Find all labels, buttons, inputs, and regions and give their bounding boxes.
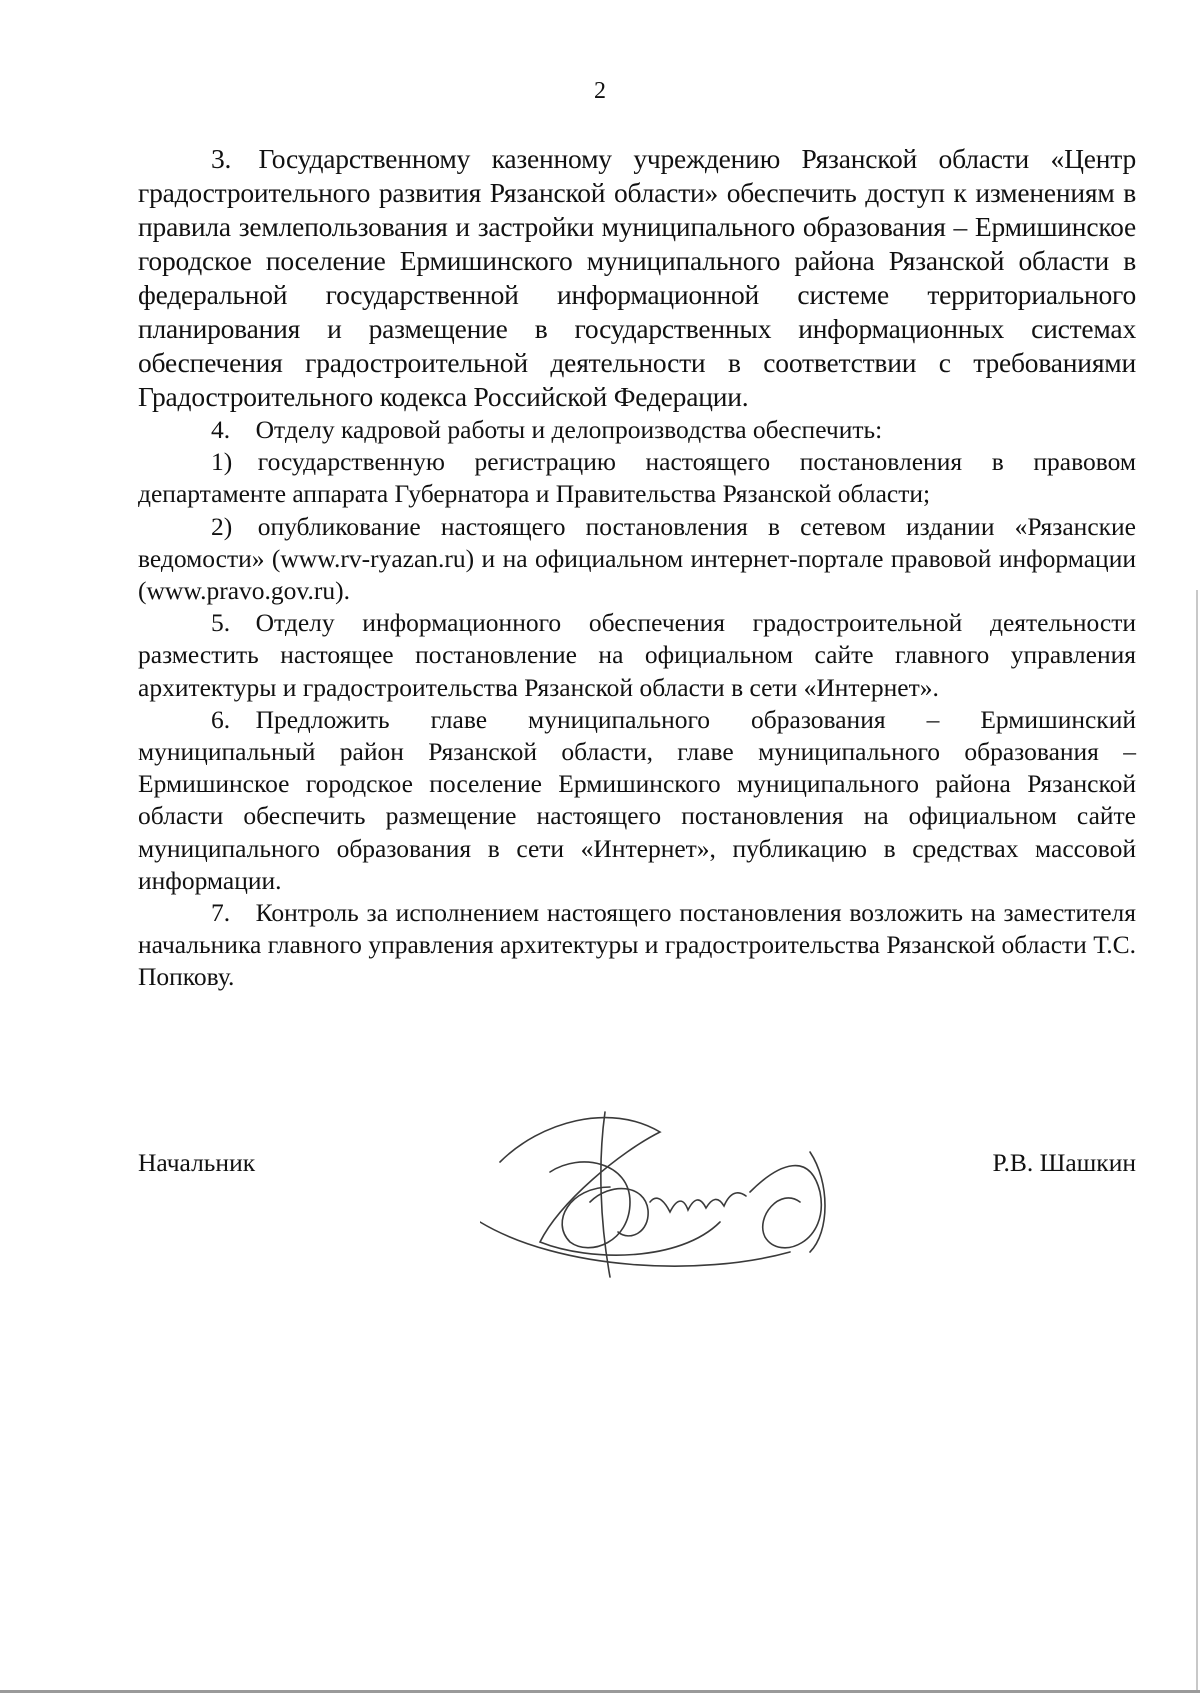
paragraph-5: 5. Отделу информационного обеспечения градостроительной деятельности разместить настоящее постановление на официальном сайте главного управления архитектуры и градостроительства Рязанской области в сети «Интернет». — [138, 608, 1136, 702]
scan-edge-right — [1196, 590, 1198, 1690]
paragraph-4-1: 1) государственную регистрацию настоящего постановления в правовом департаменте аппарата Губернатора и Правительства Рязанской области; — [138, 447, 1136, 509]
paragraph-3: 3. Государственному казенному учреждению Рязанской области «Центр градостроительного развития Рязанской области» обеспечить доступ к изменениям в правила землепользования и застройки муниципального образования – Ермишинское городское поселение Ермишинского муниципального района Рязанской области в федеральной государственной информационной системе территориального планирования и размещение в государственных информационных системах обеспечения градостроительной деятельности в соответствии с требованиями Градостроительного кодекса Российской Федерации. — [138, 143, 1136, 412]
position-title: Начальник — [138, 1148, 256, 1177]
signer-name: Р.В. Шашкин — [992, 1148, 1136, 1177]
paragraph-7: 7. Контроль за исполнением настоящего постановления возложить на заместителя начальника главного управления архитектуры и градостроительства Рязанской области Т.С. Попкову. — [138, 898, 1136, 992]
paragraph-6: 6. Предложить главе муниципального образования – Ермишинский муниципальный район Рязанской области, главе муниципального образования – Ермишинское городское поселение Ермишинского муниципального района Рязанской области обеспечить размещение настоящего постановления на официальном сайте муниципального образования в сети «Интернет», публикацию в средствах массовой информации. — [138, 704, 1136, 895]
scan-edge-bottom — [0, 1690, 1200, 1693]
handwritten-signature — [480, 1092, 870, 1282]
paragraph-4-2: 2) опубликование настоящего постановления в сетевом издании «Рязанские ведомости» (www.rv-ryazan.ru) и на официальном интернет-портале правовой информации (www.pravo.gov.ru). — [138, 511, 1136, 606]
paragraph-4: 4. Отделу кадровой работы и делопроизводства обеспечить: — [211, 415, 883, 444]
document-body — [138, 142, 1136, 994]
page-number: 2 — [594, 78, 606, 104]
